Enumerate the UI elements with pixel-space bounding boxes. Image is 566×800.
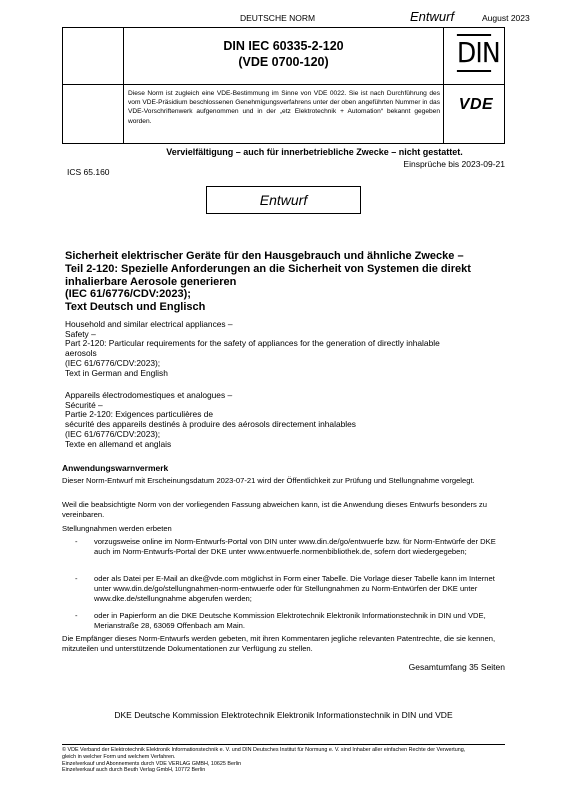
patent-rights-paragraph: Die Empfänger dieses Norm-Entwurfs werden gebeten, mit ihren Kommentaren jegliche relevanten Patentrechte, die sie kennen, mitzuteilen und unterstützende Dokumentationen zur Verfügung zu stellen.: [62, 634, 496, 653]
frame-divider-right: [443, 27, 444, 144]
title-de-line: Teil 2-120: Spezielle Anforderungen an die Sicherheit von Systemen die direkt: [65, 262, 471, 275]
title-en-line: Household and similar electrical appliances –: [65, 319, 233, 329]
copyright-footer: [62, 747, 506, 774]
footer-line: gleich in welcher Form und welchem Verfahren.: [62, 753, 176, 760]
title-fr-line: sécurité des appareils destinés à produire des aérosols directement inhalables: [65, 419, 356, 430]
list-dash: -: [75, 537, 78, 546]
dke-publisher-line: DKE Deutsche Kommission Elektrotechnik Elektronik Informationstechnik in DIN und VDE: [114, 710, 453, 720]
title-de-line: Text Deutsch und Englisch: [65, 301, 206, 314]
publication-date: August 2023: [482, 13, 530, 23]
footer-line: © VDE Verband der Elektrotechnik Elektronik Informationstechnik e. V. und DIN Deutsches Institut für Normung e. V. sind Inhaber aller einfachen Rechte der Verwertung,: [62, 747, 466, 753]
ics-code: ICS 65.160: [67, 167, 110, 177]
list-item-text: oder in Papierform an die DKE Deutsche Kommission Elektrotechnik Elektronik Informationstechnik in DIN und VDE, Merianstraße 28, 63069 Offenbach am Main.: [94, 611, 486, 630]
title-en-line: Safety –: [65, 328, 96, 339]
title-fr-line: (IEC 61/6776/CDV:2023);: [65, 428, 161, 439]
application-note-paragraph: Weil die beabsichtigte Norm von der vorliegenden Fassung abweichen kann, ist die Anwendung dieses Entwurfs besonders zu vereinbaren.: [62, 500, 487, 519]
designation-din: DIN IEC 60335-2-120: [223, 39, 344, 53]
title-de-line: (IEC 61/6776/CDV:2023);: [65, 288, 191, 301]
footer-line: Einzelverkauf auch durch Beuth Verlag GmbH, 10772 Berlin: [62, 767, 206, 774]
title-en-line: Text in German and English: [65, 367, 168, 378]
vde-regulation-note: Diese Norm ist zugleich eine VDE-Bestimmung im Sinne von VDE 0022. Sie ist nach Durchführung des vom VDE-Präsidium beschlossenen Genehmigungsverfahrens unter der oben angeführten Nummer in das VDE-Vorschriftenwerk aufgenommen und in der „etz Elektrotechnik + Automation“ bekannt gegeben worden.: [128, 90, 440, 125]
standard-designation: [124, 38, 443, 70]
comments-requested: Stellungnahmen werden erbeten: [62, 524, 172, 533]
vde-logo: VDE: [458, 96, 494, 113]
title-french: [65, 391, 505, 449]
application-note-paragraph: Dieser Norm-Entwurf mit Erscheinungsdatum 2023-07-21 wird der Öffentlichkeit zur Prüfung und Stellungnahme vorgelegt.: [62, 476, 475, 485]
total-pages: Gesamtumfang 35 Seiten: [408, 662, 505, 672]
list-item-text: oder als Datei per E-Mail an dke@vde.com möglichst in Form einer Tabelle. Die Vorlage dieser Tabelle kann im Internet unter www.din.de/go/stellungnahmen-norm-entwuerfe oder für Stellungnahmen zu Norm-Entwürfen der DKE unter www.dke.de/stellungnahme abgerufen werden;: [94, 574, 495, 603]
din-logo: DIN: [457, 34, 491, 72]
list-dash: -: [75, 611, 78, 620]
title-fr-line: Sécurité –: [65, 399, 103, 410]
footer-line: Einzelverkauf und Abonnements durch VDE VERLAG GMBH, 10625 Berlin: [62, 760, 242, 767]
standard-label: DEUTSCHE NORM: [240, 13, 316, 23]
title-german: [65, 250, 505, 314]
title-fr-line: Appareils électrodomestiques et analogues –: [65, 390, 233, 400]
title-de-line: Sicherheit elektrischer Geräte für den Hausgebrauch und ähnliche Zwecke –: [65, 250, 464, 262]
list-dash: -: [75, 574, 78, 583]
title-en-line: aerosols: [65, 348, 97, 359]
frame-divider-horizontal: [62, 84, 505, 85]
application-note-heading: Anwendungswarnvermerk: [62, 463, 169, 473]
title-en-line: (IEC 61/6776/CDV:2023);: [65, 357, 161, 368]
objections-deadline: Einsprüche bis 2023-09-21: [403, 159, 505, 169]
title-fr-line: Texte en allemand et anglais: [65, 438, 172, 449]
title-fr-line: Partie 2-120: Exigences particulières de: [65, 409, 214, 420]
reproduction-notice: Vervielfältigung – auch für innerbetriebliche Zwecke – nicht gestattet.: [166, 147, 463, 157]
title-en-line: Part 2-120: Particular requirements for the safety of appliances for the generation of directly inhalable: [65, 338, 440, 349]
title-de-line: inhalierbare Aerosole generieren: [65, 275, 237, 288]
draft-label-top: Entwurf: [410, 9, 455, 24]
title-english: [65, 320, 505, 378]
footer-divider: [62, 744, 505, 745]
list-item-text: vorzugsweise online im Norm-Entwurfs-Portal von DIN unter www.din.de/go/entwuerfe bzw. für Norm-Entwürfe der DKE auch im Norm-Entwurfs-Portal der DKE unter www.entwuerfe.normenbibliothek.de, sofern dort wiedergegeben;: [94, 537, 496, 556]
draft-box: Entwurf: [206, 186, 361, 214]
designation-vde: (VDE 0700-120): [238, 55, 329, 69]
